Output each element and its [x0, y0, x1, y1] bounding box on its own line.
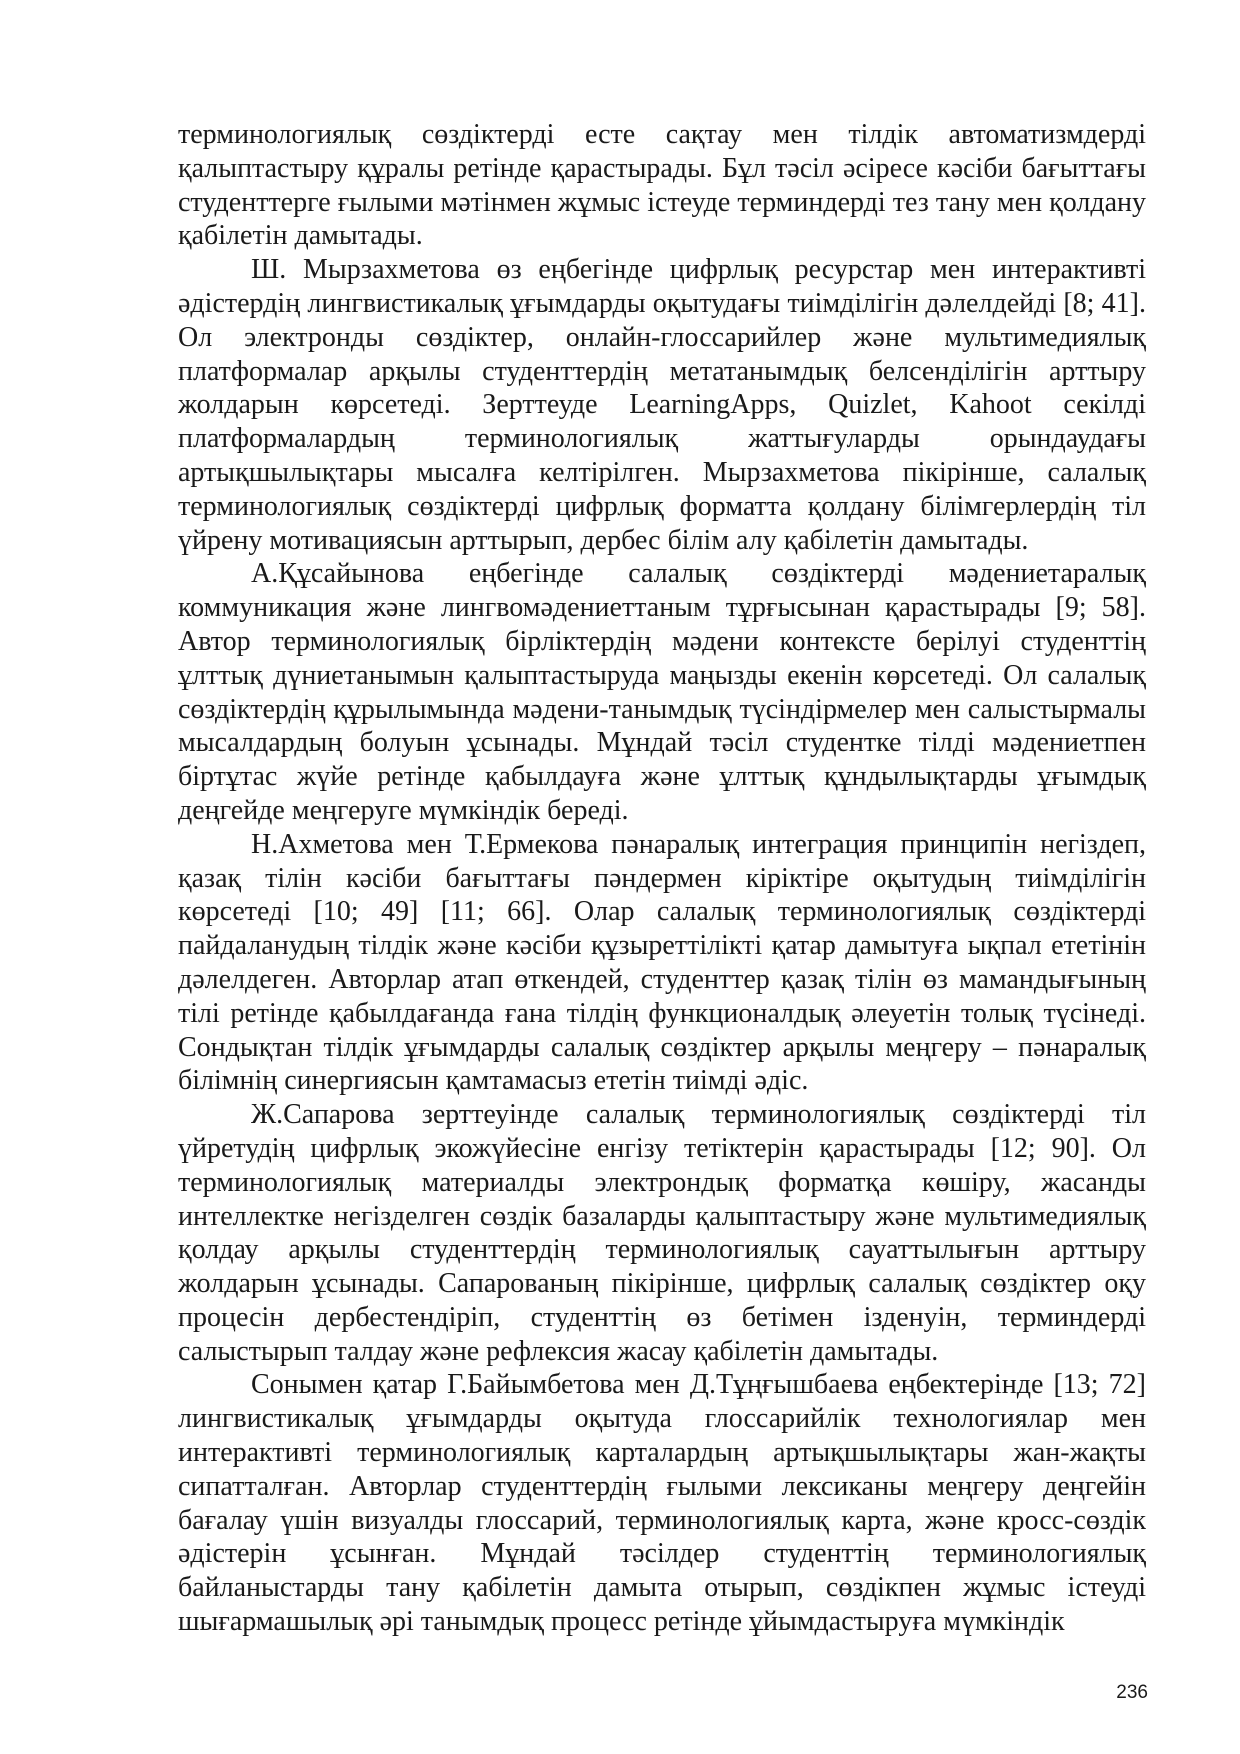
- paragraph-myrzakhmetova: Ш. Мырзахметова өз еңбегінде цифрлық ресурстар мен интерактивті әдістердің лингвистикалық ұғымдарды оқытудағы тиімділігін дәлелдейді [8; 41]. Ол электронды сөздіктер, онлайн-глоссарийлер және мультимедиялық платформалар арқылы студенттердің метатанымдық белсенділігін арттыру жолдарын көрсетеді. Зерттеуде LearningApps, Quizlet, Kahoot секілді платформалардың терминологиялық жаттығуларды орындаудағы артықшылықтары мысалға келтірілген. Мырзахметова пікірінше, салалық терминологиялық сөздіктерді цифрлық форматта қолдану білімгерлердің тіл үйрену мотивациясын арттырып, дербес білім алу қабілетін дамытады.: [178, 254, 1146, 556]
- paragraph-continued: терминологиялық сөздіктерді есте сақтау мен тілдік автоматизмдерді қалыптастыру құралы ретінде қарастырады. Бұл тәсіл әсіресе кәсіби бағыттағы студенттерге ғылыми мәтінмен жұмыс істеуде терминдерді тез тану мен қолдану қабілетін дамытады.: [178, 119, 1146, 252]
- paragraph-akhmetova-ermekova: Н.Ахметова мен Т.Ермекова пәнаралық интеграция принципін негіздеп, қазақ тілін кәсіби бағыттағы пәндермен кіріктіре оқытудың тиімділігін көрсетеді [10; 49] [11; 66]. Олар салалық терминологиялық сөздіктерді пайдаланудың тілдік және кәсіби құзыреттілікті қатар дамытуға ықпал ететінін дәлелдеген. Авторлар атап өткендей, студенттер қазақ тілін өз мамандығының тілі ретінде қабылдағанда ғана тілдің функционалдық әлеуетін толық түсінеді. Сондықтан тілдік ұғымдарды салалық сөздіктер арқылы меңгеру – пәнаралық білімнің синергиясын қамтамасыз ететін тиімді әдіс.: [178, 828, 1146, 1097]
- paragraph-baiymbetova: Сонымен қатар Г.Байымбетова мен Д.Тұңғышбаева еңбектерінде [13; 72] лингвистикалық ұғымдарды оқытуда глоссарийлік технологиялар мен интерактивті терминологиялық карталардың артықшылықтары жан-жақты сипатталған. Авторлар студенттердің ғылыми лексиканы меңгеру деңгейін бағалау үшін визуалды глоссарий, терминологиялық карта, және кросс-сөздік әдістерін ұсынған. Мұндай тәсілдер студенттің терминологиялық байланыстарды тану қабілетін дамыта отырып, сөздікпен жұмыс істеуді шығармашылық әрі танымдық процесс ретінде ұйымдастыруға мүмкіндік: [178, 1369, 1146, 1638]
- body-text: [178, 118, 1146, 1639]
- paragraph-saparova: Ж.Сапарова зерттеуінде салалық терминологиялық сөздіктерді тіл үйретудің цифрлық экожүйесіне енгізу тетіктерін қарастырады [12; 90]. Ол терминологиялық материалды электрондық форматқа көшіру, жасанды интеллектке негізделген сөздік базаларды қалыптастыру және мультимедиялық қолдау арқылы студенттердің терминологиялық сауаттылығын арттыру жолдарын ұсынады. Сапарованың пікірінше, цифрлық салалық сөздіктер оқу процесін дербестендіріп, студенттің өз бетімен ізденуін, терминдерді салыстырып талдау және рефлексия жасау қабілетін дамытады.: [178, 1099, 1146, 1367]
- paragraph-kusaiynova: А.Құсайынова еңбегінде салалық сөздіктерді мәдениетаралық коммуникация және лингвомәдениеттаным тұрғысынан қарастырады [9; 58]. Автор терминологиялық бірліктердің мәдени контексте берілуі студенттің ұлттық дүниетанымын қалыптастыруда маңызды екенін көрсетеді. Ол салалық сөздіктердің құрылымында мәдени-танымдық түсіндірмелер мен салыстырмалы мысалдардың болуын ұсынады. Мұндай тәсіл студентке тілді мәдениетпен біртұтас жүйе ретінде қабылдауға және ұлттық құндылықтарды ұғымдық деңгейде меңгеруге мүмкіндік береді.: [178, 558, 1146, 826]
- page-number: 236: [1116, 1682, 1148, 1703]
